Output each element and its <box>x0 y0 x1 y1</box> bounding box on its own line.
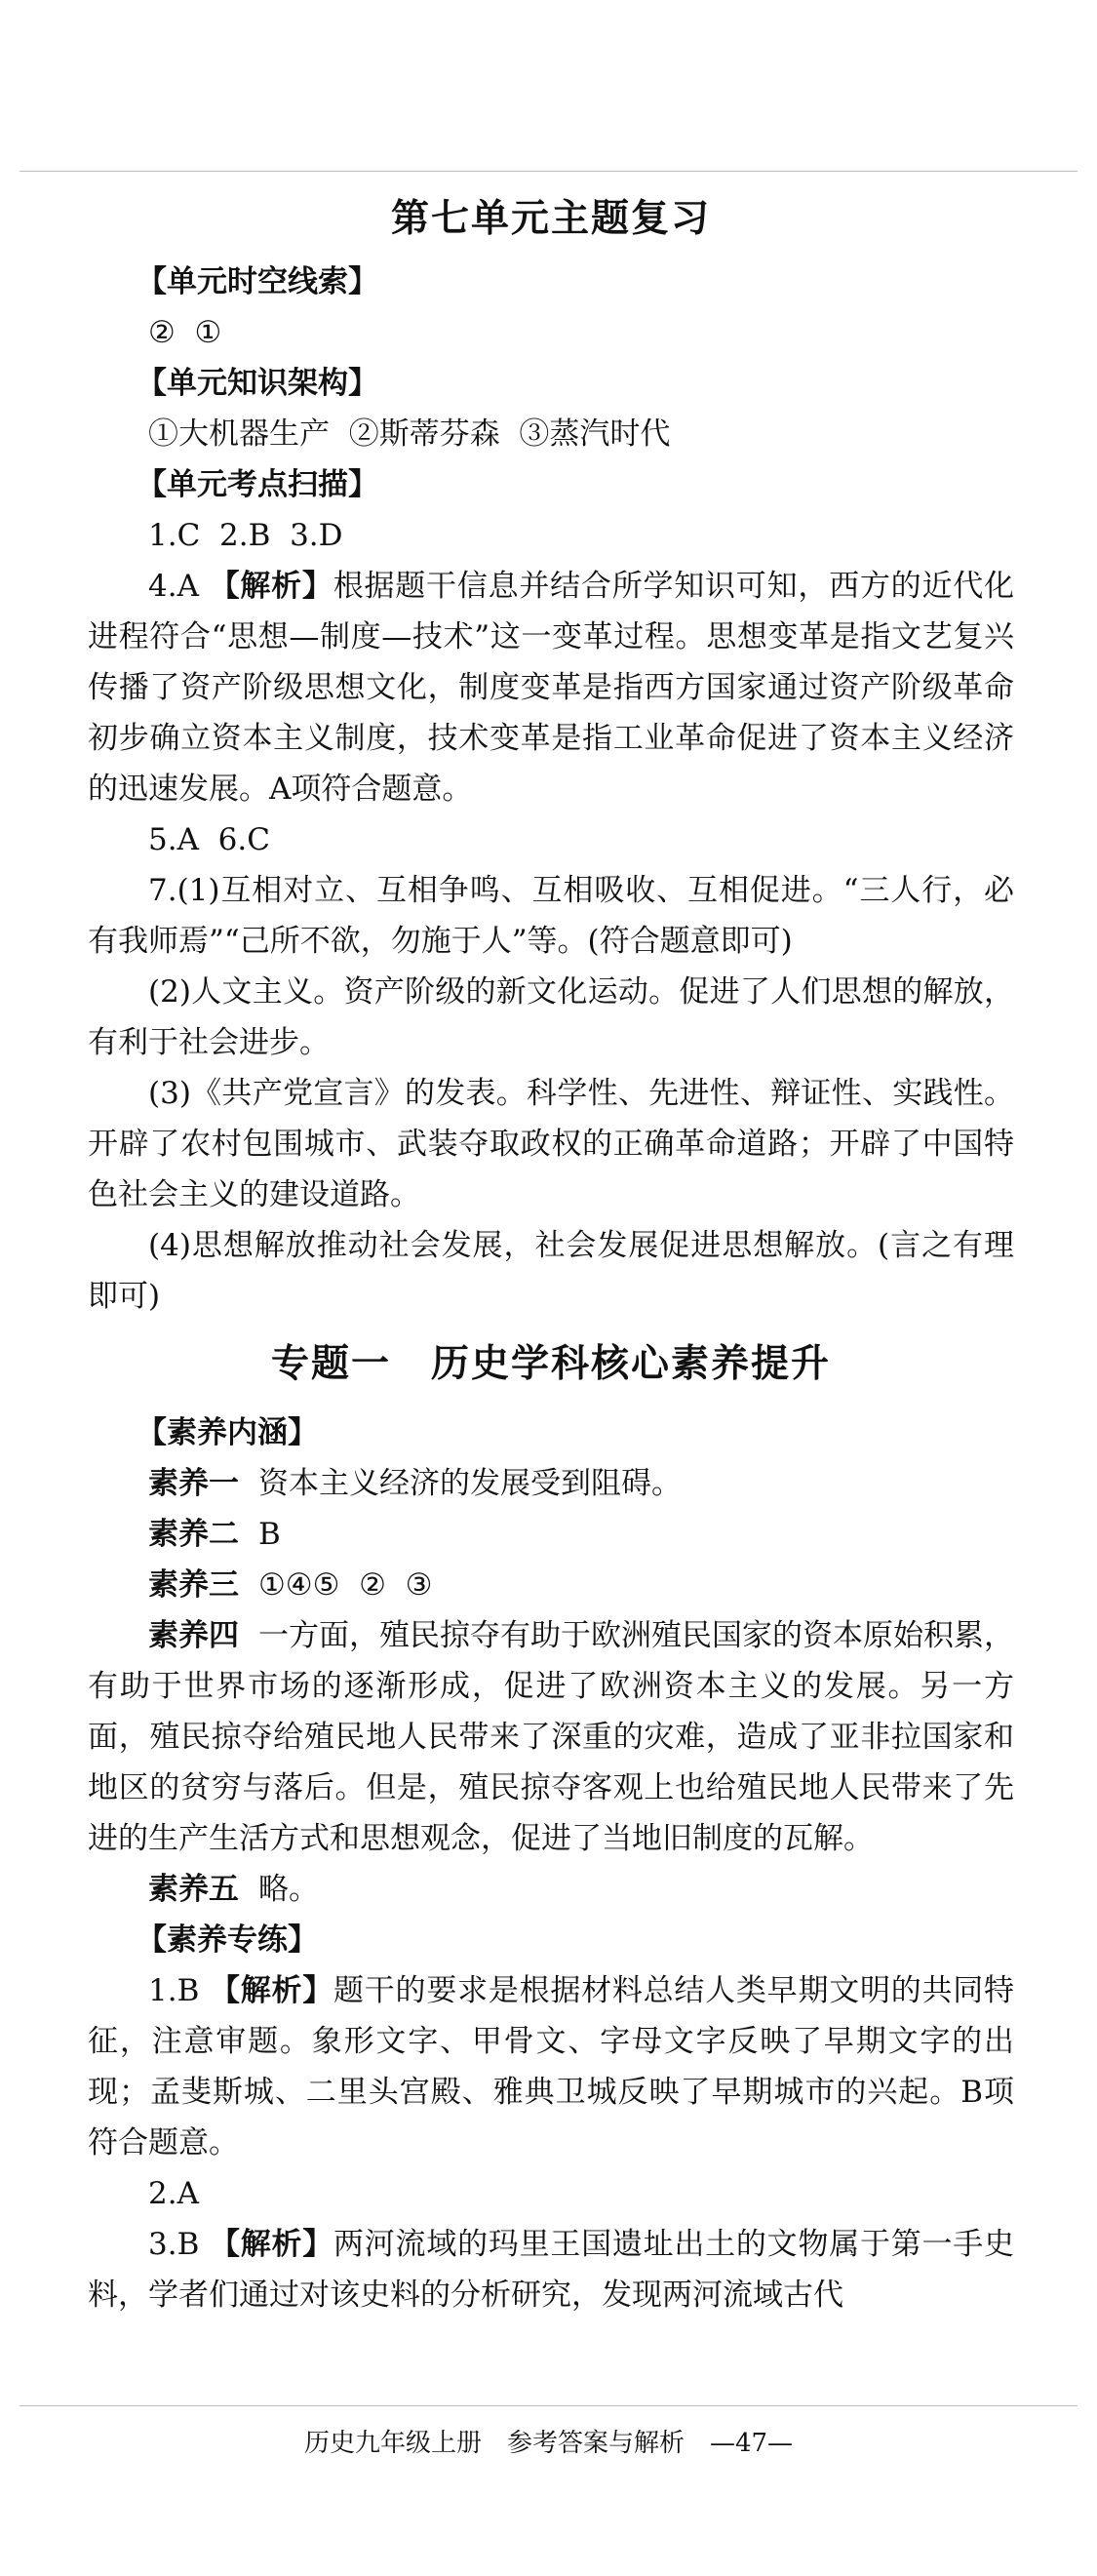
literacy-4 <box>88 1610 1014 1864</box>
framework-answer: ①大机器生产 ②斯蒂芬森 ③蒸汽时代 <box>148 416 671 452</box>
timeline-answer: ② ① <box>148 315 222 350</box>
literacy-4-text: 一方面，殖民掠夺有助于欧洲殖民国家的资本原始积累，有助于世界市场的逐渐形成，促进了欧洲资本主义的发展。另一方面，殖民掠夺给殖民地人民带来了深重的灾难，造成了亚非拉国家和地区的贫穷与落后。但是，殖民掠夺客观上也给殖民地人民带来了先进的生产生活方式和思想观念，促进了当地旧制度的瓦解。 <box>88 1618 1014 1856</box>
literacy-3-label: 素养三 <box>148 1567 239 1603</box>
answers-1-3: 1.C 2.B 3.D <box>148 518 343 553</box>
literacy-2-text: B <box>258 1517 281 1552</box>
answer-7-2: (2)人文主义。资产阶级的新文化运动。促进了人们思想的解放，有利于社会进步。 <box>88 974 1014 1060</box>
topic-one-title: 专题一 历史学科核心素养提升 <box>270 1342 831 1386</box>
literacy-5-label: 素养五 <box>148 1872 239 1907</box>
drill-answer-1 <box>88 1965 1014 2168</box>
answer-4-prefix: 4.A <box>148 569 210 604</box>
framework-heading: 【单元知识架构】 <box>137 366 378 401</box>
answer-4 <box>88 561 1014 814</box>
connotation-heading: 【素养内涵】 <box>137 1415 318 1450</box>
analysis-tag: 【解析】 <box>209 569 333 604</box>
literacy-4-label: 素养四 <box>148 1618 239 1653</box>
drill-answer-3 <box>88 2219 1014 2320</box>
analysis-tag: 【解析】 <box>209 2227 334 2262</box>
answer-4-text: 根据题干信息并结合所学知识可知，西方的近代化进程符合“思想—制度—技术”这一变革过程。思想变革是指文艺复兴传播了资产阶级思想文化，制度变革是指西方国家通过资产阶级革命初步确立资本主义制度，技术变革是指工业革命促进了资本主义经济的迅速发展。A项符合题意。 <box>88 569 1015 807</box>
answer-7-1: 7.(1)互相对立、互相争鸣、互相吸收、互相促进。“三人行，必有我师焉”“己所不欲，勿施于人”等。(符合题意即可) <box>88 873 1014 959</box>
literacy-1 <box>88 1458 1014 1509</box>
literacy-3-text: ①④⑤ ② ③ <box>258 1567 433 1603</box>
exam-scan-heading: 【单元考点扫描】 <box>137 467 378 502</box>
answer-7-3: (3)《共产党宣言》的发表。科学性、先进性、辩证性、实践性。开辟了农村包围城市、武装夺取政权的正确革命道路；开辟了中国特色社会主义的建设道路。 <box>88 1076 1014 1212</box>
analysis-tag: 【解析】 <box>209 1973 334 2008</box>
literacy-3 <box>88 1560 1014 1610</box>
page-footer: 历史九年级上册 参考答案与解析 —47— <box>303 2429 794 2458</box>
literacy-2-label: 素养二 <box>148 1517 239 1552</box>
literacy-1-label: 素养一 <box>148 1466 239 1501</box>
drill-answer-2: 2.A <box>148 2176 199 2211</box>
timeline-heading: 【单元时空线索】 <box>137 264 378 299</box>
bottom-divider <box>20 2405 1077 2406</box>
answer-7-4: (4)思想解放推动社会发展，社会发展促进思想解放。(言之有理即可) <box>88 1228 1014 1314</box>
drill-1-prefix: 1.B <box>148 1973 210 2008</box>
drill-1-text: 题干的要求是根据材料总结人类早期文明的共同特征，注意审题。象形文字、甲骨文、字母文字反映了早期文字的出现；孟斐斯城、二里头宫殿、雅典卫城反映了早期城市的兴起。B项符合题意。 <box>88 1973 1015 2160</box>
literacy-5-text: 略。 <box>258 1872 319 1907</box>
top-divider <box>20 171 1077 172</box>
answers-5-6: 5.A 6.C <box>148 822 270 857</box>
unit-review-title: 第七单元主题复习 <box>390 197 711 241</box>
drill-heading: 【素养专练】 <box>137 1922 318 1958</box>
literacy-2 <box>88 1509 1014 1560</box>
drill-3-prefix: 3.B <box>148 2227 210 2262</box>
literacy-5 <box>88 1864 1014 1915</box>
drill-3-text: 两河流域的玛里王国遗址出土的文物属于第一手史料，学者们通过对该史料的分析研究，发现两河流域古代 <box>88 2227 1015 2313</box>
page-content <box>88 190 1014 2320</box>
literacy-1-text: 资本主义经济的发展受到阻碍。 <box>258 1466 682 1501</box>
